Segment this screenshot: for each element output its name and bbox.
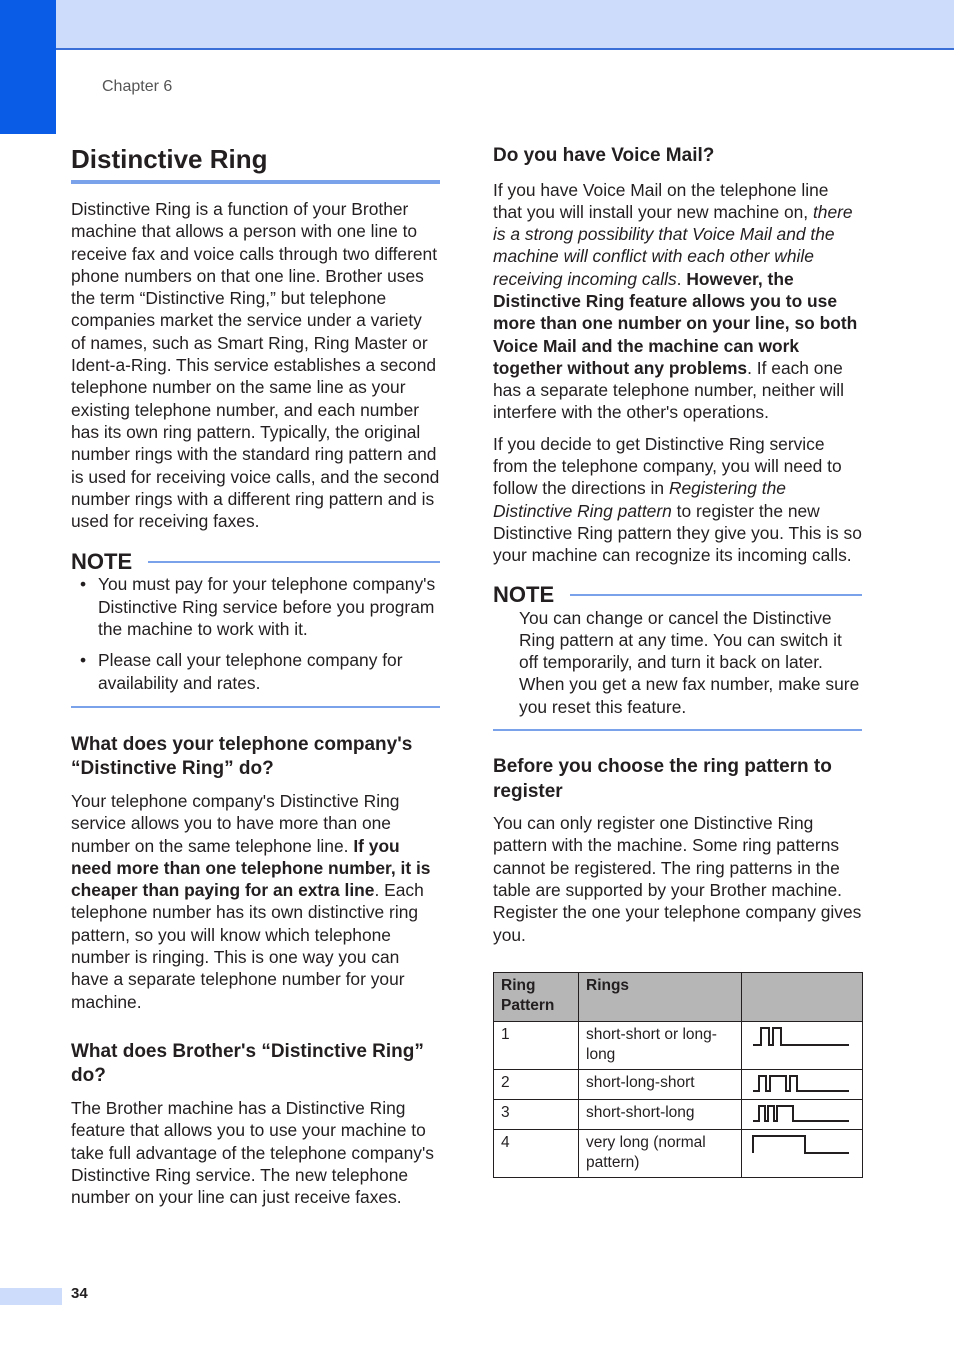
ring-number: 4 <box>494 1129 579 1177</box>
ring-number: 2 <box>494 1069 579 1099</box>
ring-description: very long (normal pattern) <box>579 1129 742 1177</box>
ring-pattern-cell <box>742 1069 863 1099</box>
brother-paragraph: The Brother machine has a Distinctive Ring feature that allows you to use your machine to take full advantage of the telephone company's Distinctive Ring service. The new telephone number on your line can just receive faxes. <box>71 1097 434 1208</box>
note-text: You can change or cancel the Distinctive Ring pattern at any time. You can switch it off temporarily, and turn it back on later. When you get a new fax number, make sure you reset this feature. <box>519 607 860 717</box>
note-title: NOTE <box>493 581 555 607</box>
ring-waveform-path <box>753 1028 849 1045</box>
note-bullet: • Please call your telephone company for availability and rates. <box>71 649 440 694</box>
register-paragraph: You can only register one Distinctive Ring pattern with the machine. Some ring patterns cannot be registered. The ring patterns in the table are supported by your Brother machine. Register the one your telephone company gives you. <box>493 813 862 945</box>
ring-description: short-short-long <box>579 1099 742 1129</box>
ring-waveform-path <box>753 1136 849 1153</box>
note-box-left <box>71 549 440 707</box>
header-band <box>0 0 954 50</box>
column-header: Ring Pattern <box>494 972 579 1021</box>
voicemail-paragraph-2: If you decide to get Distinctive Ring service from the telephone company, you will need to follow the directions in Registering the Distinctive Ring pattern to register the new Distinctive Ring pattern they give you. This is so your machine can recognize its incoming calls. <box>493 433 862 566</box>
ring-number: 1 <box>494 1021 579 1069</box>
ring-pattern-cell <box>742 1129 863 1177</box>
note-end-rule <box>71 706 440 708</box>
ring-description: short-short or long-long <box>579 1021 742 1069</box>
section-heading-register: Before you choose the ring pattern to register <box>493 756 832 802</box>
column-header: Rings <box>579 972 742 1021</box>
ring-waveform <box>749 1073 853 1095</box>
chapter-label: Chapter 6 <box>102 78 173 95</box>
voicemail-paragraph-1: If you have Voice Mail on the telephone line that you will install your new machine on, there is a strong possibility that Voice Mail and the machine will conflict with each other while receiving incoming calls. However, the Distinctive Ring feature allows you to use more than one number on your line, so both Voice Mail and the machine can work together without any problems. If each one has a separate telephone number, neither will interfere with the other's operations. <box>493 179 858 423</box>
note-title: NOTE <box>71 549 133 575</box>
section-heading-voicemail: Do you have Voice Mail? <box>493 145 715 166</box>
page-title: Distinctive Ring <box>71 140 440 184</box>
table-header-row <box>494 972 863 1021</box>
page-number-band <box>0 1288 62 1305</box>
ring-waveform <box>749 1103 853 1125</box>
table-row <box>494 1021 863 1069</box>
ring-waveform <box>749 1133 853 1157</box>
page-number: 34 <box>71 1285 88 1302</box>
note-end-rule <box>493 729 862 731</box>
intro-paragraph: Distinctive Ring is a function of your Brother machine that allows a person with one line to receive fax and voice calls through two different phone numbers on that one line. Brother uses the term “Distinctive Ring,” but telephone companies market the service under a variety of names, such as Smart Ring, Ring Master or Ident-a-Ring. This service establishes a second telephone number on the same line as your existing telephone number, and each number has its own ring pattern. Typically, the original number rings with the standard ring pattern and is used for receiving voice calls, and the second number rings with a different ring pattern and is used for receiving faxes. <box>71 199 440 532</box>
column-header <box>742 972 863 1021</box>
ring-waveform-path <box>753 1106 849 1121</box>
section-heading-telco: What does your telephone company's “Distinctive Ring” do? <box>71 733 413 780</box>
ring-number: 3 <box>494 1099 579 1129</box>
left-column <box>71 140 440 1208</box>
note-bullets <box>71 573 440 693</box>
ring-pattern-cell <box>742 1021 863 1069</box>
ring-pattern-cell <box>742 1099 863 1129</box>
ring-waveform <box>749 1025 853 1049</box>
right-column <box>493 140 862 1178</box>
note-box-right <box>493 582 862 731</box>
table-row <box>494 1129 863 1177</box>
note-rule <box>570 594 862 596</box>
table-row <box>494 1069 863 1099</box>
ring-pattern-table <box>493 972 863 1178</box>
telco-paragraph: Your telephone company's Distinctive Ring service allows you to have more than one number on the same telephone line. If you need more than one telephone number, it is cheaper than paying for an extra line. Each telephone number has its own distinctive ring pattern, so you will know which telephone number is ringing. This is one way you can have a separate telephone number for your machine. <box>71 790 431 1012</box>
note-bullet: • You must pay for your telephone company's Distinctive Ring service before you program the machine to work with it. <box>71 573 440 640</box>
chapter-tab <box>0 0 56 134</box>
ring-description: short-long-short <box>579 1069 742 1099</box>
table-row <box>494 1099 863 1129</box>
section-heading-brother: What does Brother's “Distinctive Ring” do? <box>71 1040 424 1087</box>
ring-waveform-path <box>753 1076 849 1091</box>
note-rule <box>148 561 440 563</box>
